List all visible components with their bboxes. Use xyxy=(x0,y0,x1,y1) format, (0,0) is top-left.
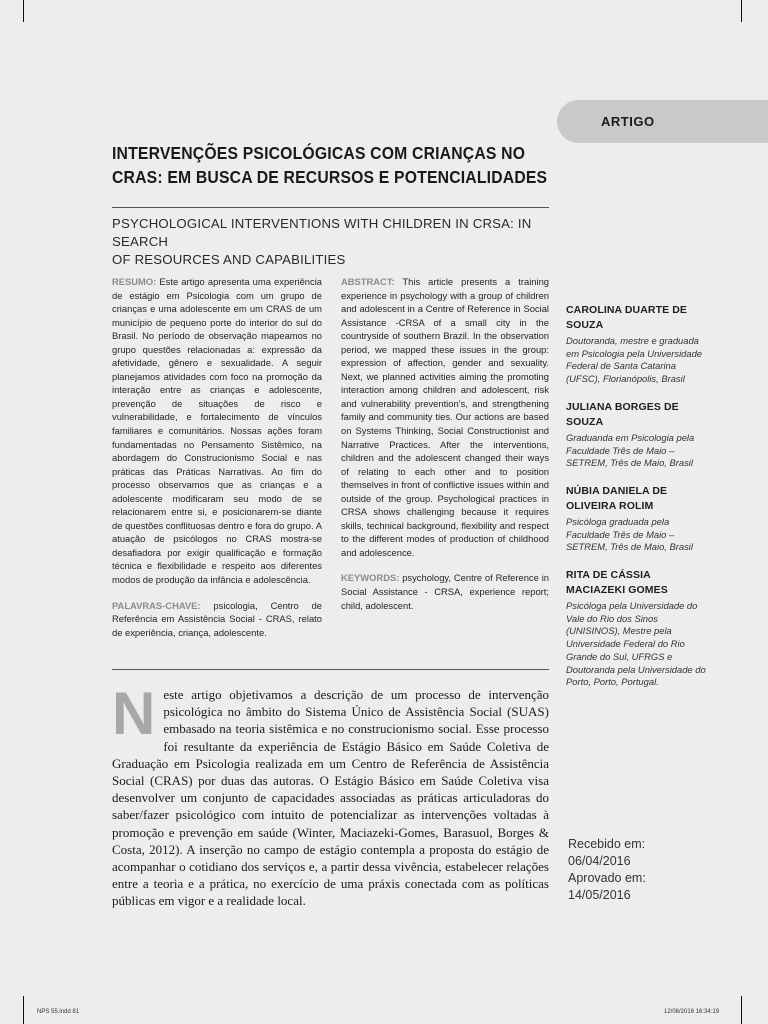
footer-file: NPS 55.indd 81 xyxy=(37,1009,80,1015)
keywords-label: KEYWORDS: xyxy=(341,572,400,584)
resumo-label: RESUMO: xyxy=(112,276,157,287)
author-entry xyxy=(566,400,706,470)
author-name: CAROLINA DUARTE DE SOUZA xyxy=(566,304,687,331)
author-name: JULIANA BORGES DE SOUZA xyxy=(566,400,679,428)
footer-timestamp: 12/08/2016 16:34:19 xyxy=(664,1009,720,1015)
english-title xyxy=(112,215,582,269)
author-description: Psicóloga graduada pela Faculdade Três de Maio – SETREM, Três de Maio, Brasil xyxy=(566,515,693,553)
crop-mark xyxy=(23,996,24,1024)
abstract-label: ABSTRACT: xyxy=(341,276,395,287)
crop-mark xyxy=(741,0,742,22)
received-label: Recebido em: xyxy=(568,837,646,851)
author-description: Graduanda em Psicologia pela Faculdade Três de Maio –SETREM, Três de Maio, Brasil xyxy=(566,431,695,469)
section-badge-label: ARTIGO xyxy=(601,114,655,129)
abstract-text: This article presents a training experience in psychology with a group of children and adolescent in a Centre of Reference in Social Assistance -CRSA of a small city in the countryside of southern Brazil. In the observation period, we mapped these issues in the group: expression of affection, gender and sexuality. Next, we planned activities aiming the promoting interaction among children and adolescent, risk and vulnerability prevention's, and strengthening family and community ties. Our actions are based on Systems Thinking, Social Constructionist and Narrative Practices. After the interventions, children and the adolescent changed their ways of relating to each other and to position themselves in front of conflictive issues within and outside of the group. Psychological practices in CRSA shows challenging because it requires skills, technical background, flexibility and respect to the different modes of production of childhood and adolescence. xyxy=(341,276,549,558)
author-description: Doutoranda, mestre e graduada em Psicologia pela Universidade Federal de Santa Catarina (UFSC), Florianópolis, Brasil xyxy=(566,335,703,385)
drop-cap: N xyxy=(112,680,156,747)
crop-mark xyxy=(741,996,742,1024)
section-badge xyxy=(557,100,768,143)
resumo-paragraph xyxy=(112,275,322,587)
crop-mark xyxy=(23,0,24,22)
author-name: NÚBIA DANIELA DE OLIVEIRA ROLIM xyxy=(566,484,668,512)
body-paragraph: este artigo objetivamos a descrição de um processo de intervenção psicológica no âmbito do Sistema Único de Assistência Social (SUAS) embasado na teoria sistêmica e no construcionismo social. Esse processo foi resultante da experiência de Estágio Básico em Saúde Coletiva de Graduação em Psicologia realizada em um Centro de Referência de Assistência Social (CRAS) por duas das autoras. O Estágio Básico em Saúde Coletiva visa desenvolver um conjunto de capacidades associadas as práticas articuladoras do saber/fazer psicológico com intuito de potencializar as intervenções voltadas à promoção e prevenção em saúde (Winter, Maciazeki-Gomes, Barasuol, Borges & Costa, 2012). A inserção no campo de estágio contempla a proposta do estágio de acompanhar o cotidiano dos serviços e, a partir dessa vivência, estabelecer relações entre a teoria e a prática, no exercício de uma práxis conectada com as políticas públicas em vigor e a realidade local. xyxy=(112,687,549,909)
title-divider xyxy=(112,207,549,208)
article-title-line-2: CRAS: EM BUSCA DE RECURSOS E POTENCIALIDADES xyxy=(112,167,548,187)
dates-block xyxy=(568,836,646,904)
body-text xyxy=(112,680,549,910)
abstract-divider xyxy=(112,669,549,670)
author-description: Psicóloga pela Universidade do Vale do Rio dos Sinos (UNISINOS), Mestre pela Universidade Federal do Rio Grande do Sul, UFRGS e Doutoranda pela Universidade do Porto, Porto, Portugal. xyxy=(566,600,706,688)
approved-label: Aprovado em: xyxy=(568,871,646,885)
received-date: 06/04/2016 xyxy=(568,854,631,868)
palavras-chave-label: PALAVRAS-CHAVE: xyxy=(112,599,201,611)
author-entry xyxy=(566,303,706,386)
authors-list xyxy=(566,303,706,703)
author-entry xyxy=(566,568,706,689)
english-title-line-1: PSYCHOLOGICAL INTERVENTIONS WITH CHILDREN IN CRSA: IN SEARCH xyxy=(112,216,532,249)
approved-date: 14/05/2016 xyxy=(568,888,631,902)
english-title-line-2: OF RESOURCES AND CAPABILITIES xyxy=(112,252,346,267)
keywords-paragraph xyxy=(341,571,549,612)
article-title xyxy=(112,141,548,189)
article-title-line-1: INTERVENÇÕES PSICOLÓGICAS COM CRIANÇAS NO xyxy=(112,143,526,163)
resumo-column xyxy=(112,275,322,639)
keywords-text: psychology, Centre of Reference in Social Assistance - CRSA, experience report; child, adolescent. xyxy=(341,572,549,611)
author-name: RITA DE CÁSSIA MACIAZEKI GOMES xyxy=(566,569,668,597)
resumo-text: Este artigo apresenta uma experiência de estágio em Psicologia com um grupo de crianças e uma adolescente em um CRAS de um município de pequeno porte do interior do sul do Brasil. No período de observação mapeamos no grupo questões relacionadas a: expressão da afetividade, gênero e sexualidade. A seguir planejamos atividades com foco na promoção da interação entre as crianças e adolescente, prevenção de situações de risco e vulnerabilidade, e fortalecimento de vínculos familiares e comunitários. Nossas ações foram fundamentadas no Pensamento Sistêmico, na abordagem do Construcionismo Social e nas práticas das Práticas Narrativas. Ao fim do processo observamos que as crianças e a adolescente modificaram seu modo de se relacionarem entre si, e posicionarem-se diante de questões conflituosas dentro e fora do grupo. A atuação de psicólogos no CRAS mostra-se desafiadora por exigir qualificação e formação técnica e flexibilidade e respeito aos diferentes modos de produção da infância e adolescência. xyxy=(112,276,322,586)
palavras-chave-paragraph xyxy=(112,599,322,640)
palavras-chave-text: psicologia, Centro de Referência em Assistência Social - CRAS, relato de experiência, criança, adolescente. xyxy=(112,599,323,638)
author-entry xyxy=(566,484,706,554)
abstract-column xyxy=(341,275,549,612)
abstract-paragraph xyxy=(341,275,549,559)
